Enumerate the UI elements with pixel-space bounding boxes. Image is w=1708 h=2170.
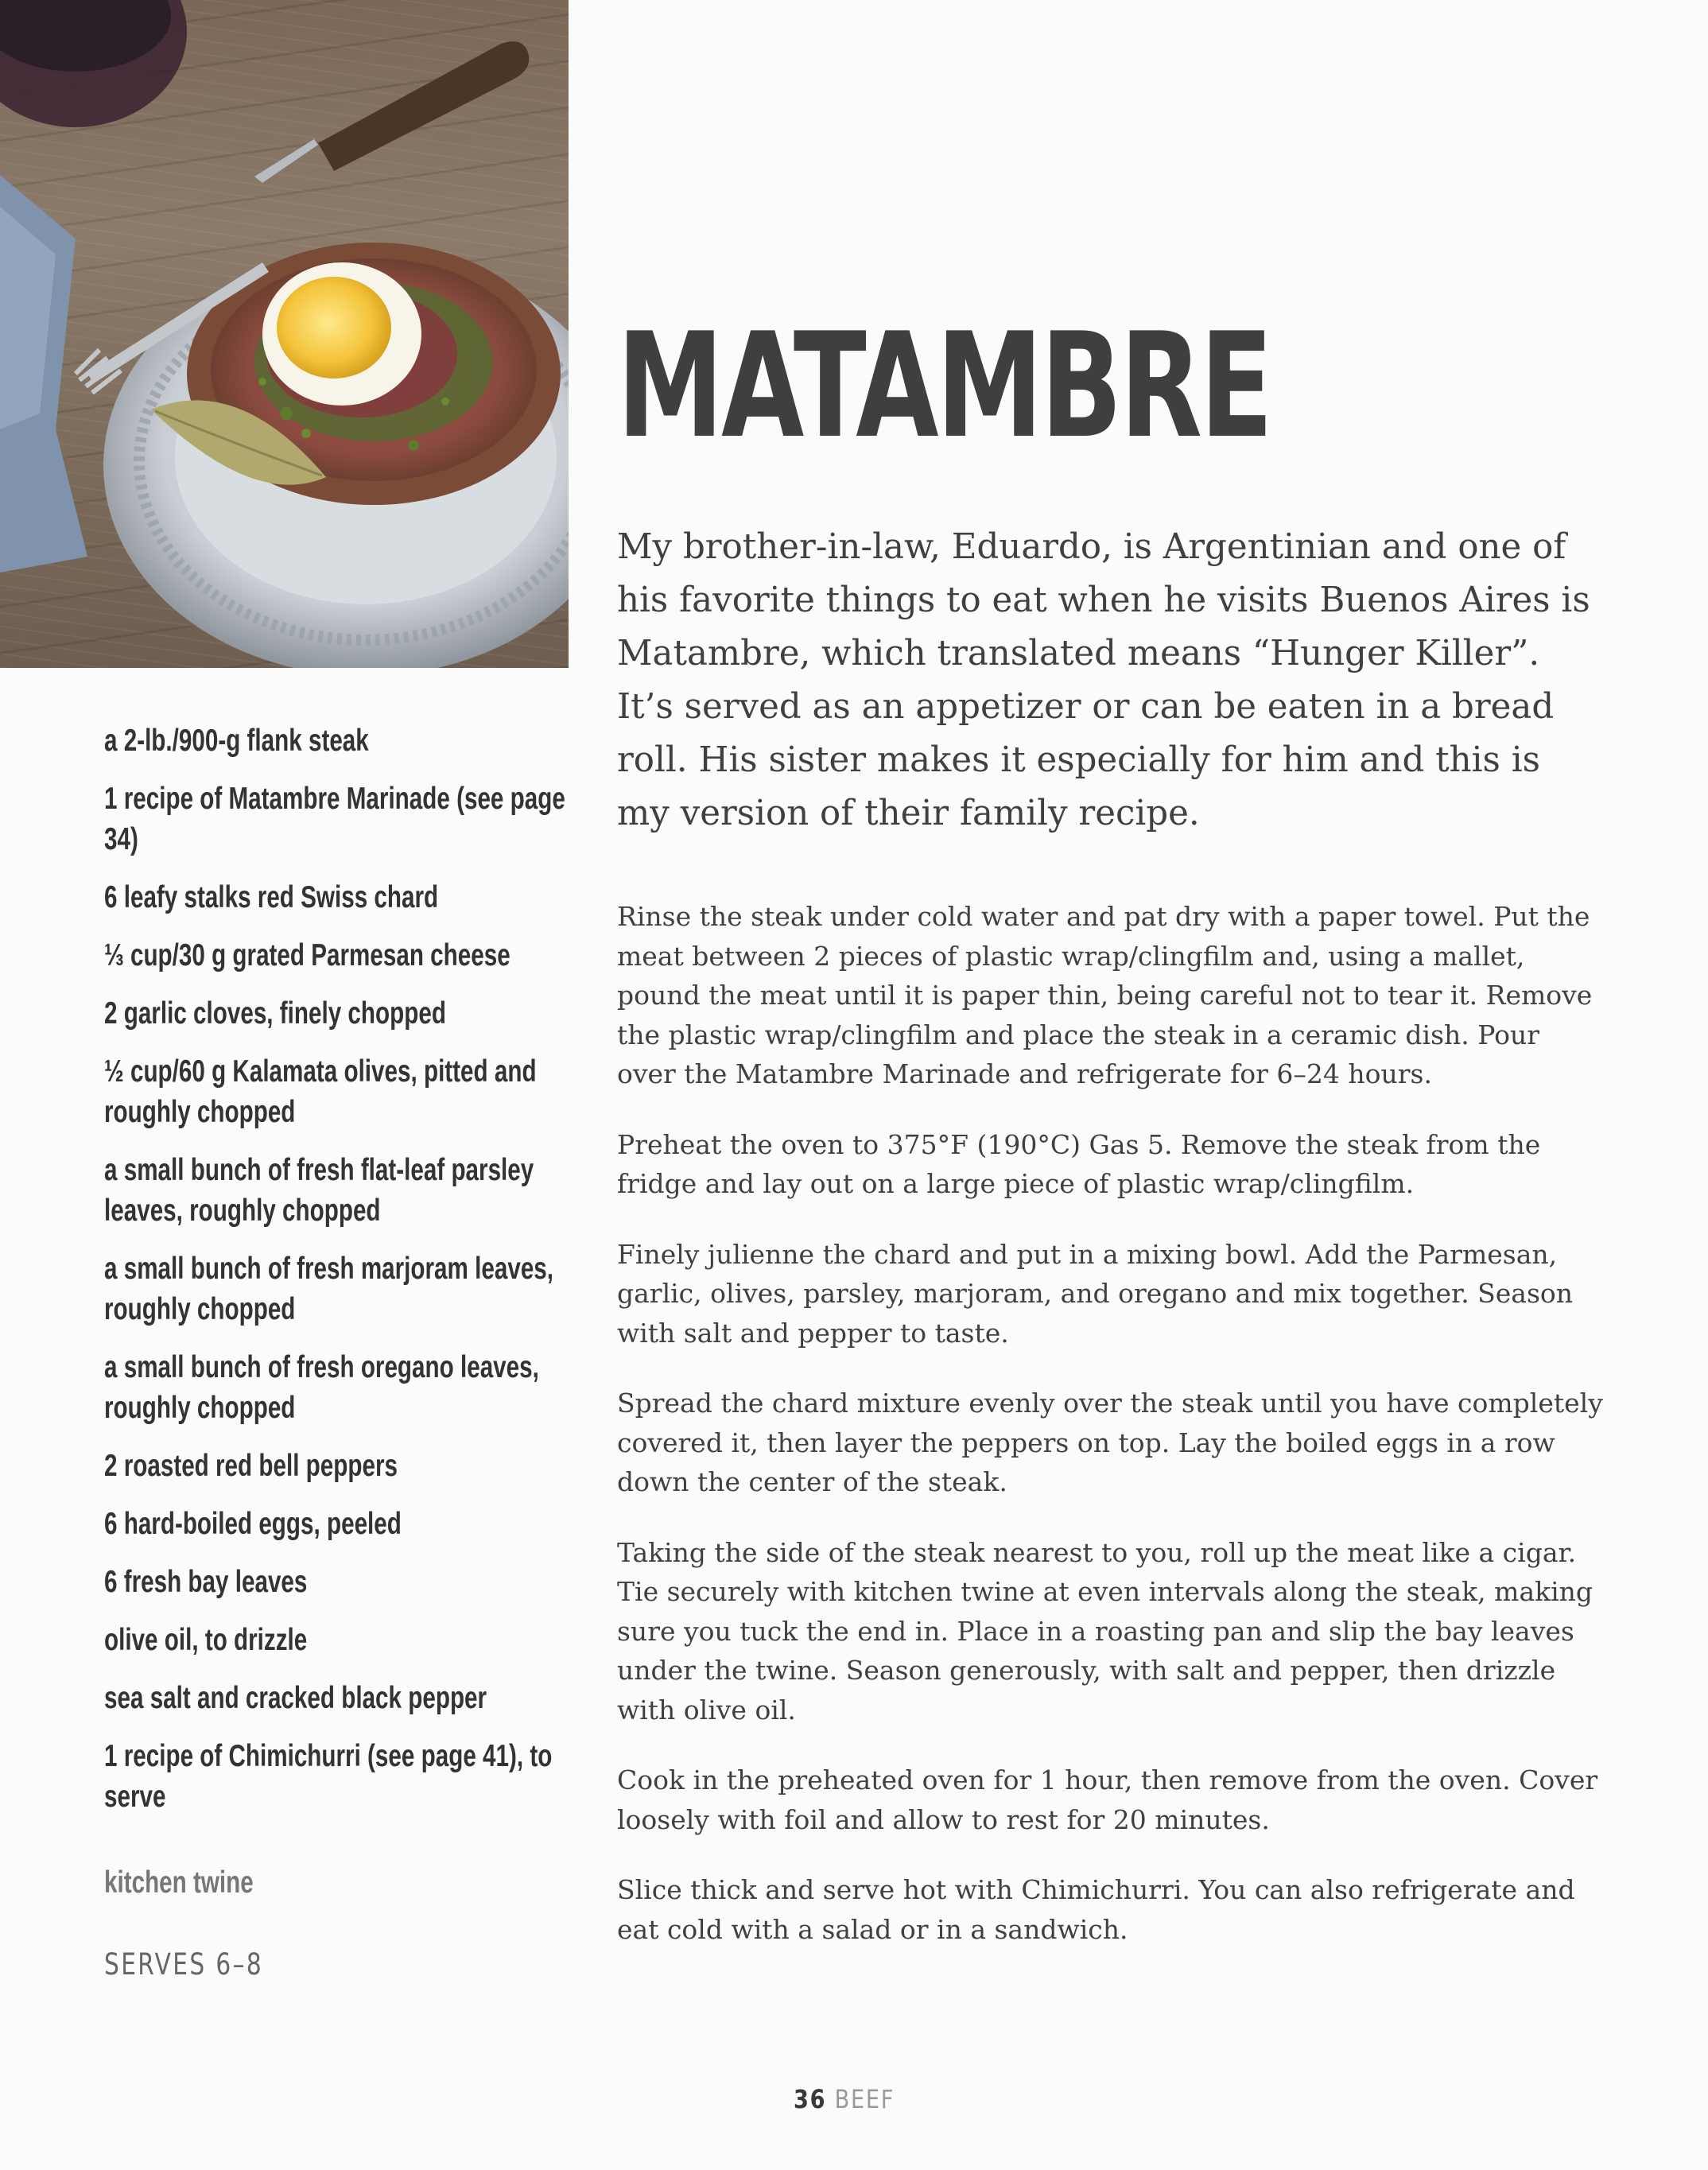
- ingredient-item: a small bunch of fresh oregano leaves, roughly chopped: [104, 1350, 539, 1425]
- method-steps: [617, 897, 1603, 1980]
- ingredient-item: 2 roasted red bell peppers: [104, 1449, 398, 1483]
- ingredient-item: 1 recipe of Chimichurri (see page 41), to serve: [104, 1739, 553, 1814]
- ingredient-item: ⅓ cup/30 g grated Parmesan cheese: [104, 938, 510, 972]
- method-step: Cook in the preheated oven for 1 hour, then remove from the oven. Cover loosely with foil and allow to rest for 20 minutes.: [617, 1764, 1598, 1835]
- equipment-note: kitchen twine: [104, 1865, 254, 1900]
- method-step: Rinse the steak under cold water and pat dry with a paper towel. Put the meat between 2 pieces of plastic wrap/clingfilm and, using a mallet, pound the meat until it is paper thin, being careful not to tear it. Remove the plastic wrap/clingfilm and place the steak in a ceramic dish. Pour over the Matambre Marinade and refrigerate for 6–24 hours.: [617, 901, 1593, 1089]
- serves-note: SERVES 6–8: [104, 1947, 264, 1982]
- ingredient-item: olive oil, to drizzle: [104, 1623, 308, 1657]
- ingredient-list: [104, 720, 589, 1834]
- plated-matambre-illustration: [0, 0, 569, 668]
- recipe-title: MATAMBRE: [617, 301, 1271, 470]
- section-name: BEEF: [834, 2084, 895, 2114]
- ingredient-item: 6 fresh bay leaves: [104, 1565, 308, 1599]
- method-step: Finely julienne the chard and put in a mixing bowl. Add the Parmesan, garlic, olives, parsley, marjoram, and oregano and mix together. Season with salt and pepper to taste.: [617, 1238, 1574, 1349]
- page-footer: [794, 2083, 895, 2115]
- method-step: Spread the chard mixture evenly over the steak until you have completely covered it, then layer the peppers on top. Lay the boiled eggs in a row down the center of the steak.: [617, 1388, 1603, 1497]
- ingredient-item: 2 garlic cloves, finely chopped: [104, 996, 446, 1031]
- recipe-intro: My brother-in-law, Eduardo, is Argentinian and one of his favorite things to eat when he visits Buenos Aires is Matambre, which translated means “Hunger Killer”. It’s served as an appetizer or can be eaten in a bread roll. His sister makes it especially for him and this is my version of their family recipe.: [617, 527, 1590, 833]
- ingredient-item: 6 leafy stalks red Swiss chard: [104, 880, 439, 914]
- method-step: Preheat the oven to 375°F (190°C) Gas 5. Remove the steak from the fridge and lay out on a large piece of plastic wrap/clingfilm.: [617, 1128, 1541, 1199]
- recipe-photo: [0, 0, 569, 668]
- ingredient-item: a small bunch of fresh marjoram leaves, roughly chopped: [104, 1252, 554, 1326]
- ingredient-item: 6 hard-boiled eggs, peeled: [104, 1507, 402, 1541]
- ingredient-item: a small bunch of fresh flat-leaf parsley leaves, roughly chopped: [104, 1153, 534, 1228]
- ingredient-item: a 2-lb./900-g flank steak: [104, 724, 369, 758]
- ingredient-item: ½ cup/60 g Kalamata olives, pitted and roughly chopped: [104, 1054, 537, 1129]
- method-step: Slice thick and serve hot with Chimichurri. You can also refrigerate and eat cold with a salad or in a sandwich.: [617, 1874, 1575, 1945]
- page-number: 36: [794, 2084, 827, 2114]
- method-step: Taking the side of the steak nearest to you, roll up the meat like a cigar. Tie securely with kitchen twine at even intervals along the steak, making sure you tuck the end in. Place in a roasting pan and slip the bay leaves under the twine. Season generously, with salt and pepper, then drizzle with olive oil.: [617, 1536, 1593, 1726]
- ingredient-item: sea salt and cracked black pepper: [104, 1681, 487, 1715]
- ingredient-item: 1 recipe of Matambre Marinade (see page 34): [104, 782, 565, 856]
